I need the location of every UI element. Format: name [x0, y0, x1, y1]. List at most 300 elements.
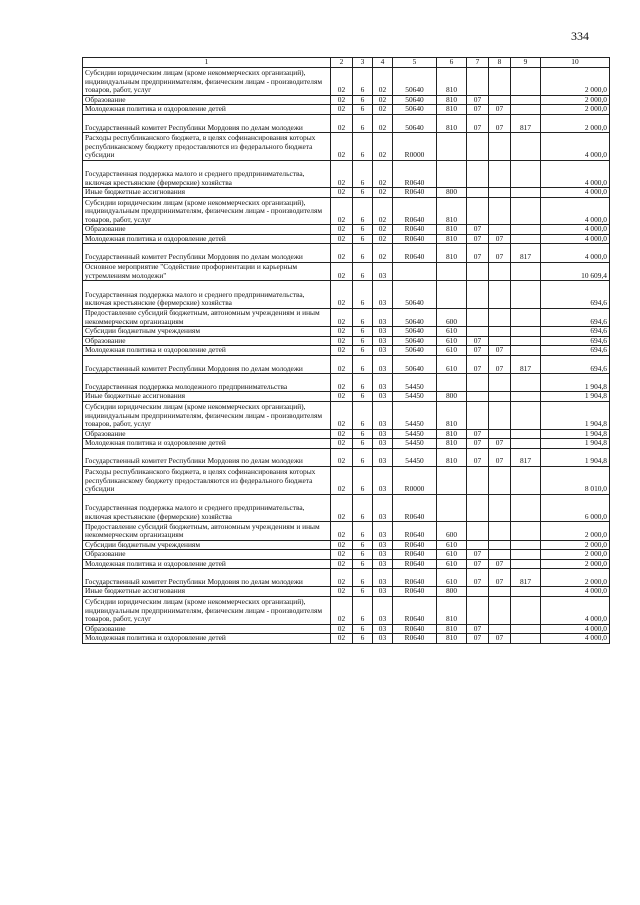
table-row	[83, 234, 610, 244]
code-cell	[393, 262, 437, 280]
code-cell: R0000	[393, 133, 437, 161]
code-cell: 03	[373, 587, 393, 597]
code-cell	[467, 68, 489, 96]
code-cell: 6	[353, 308, 373, 326]
code-cell: 6	[353, 429, 373, 439]
code-cell: 02	[331, 234, 353, 244]
amount-cell: 2 000,0	[541, 522, 610, 540]
code-cell: 02	[331, 429, 353, 439]
amount-cell: 2 000,0	[541, 569, 610, 587]
code-cell: 02	[373, 105, 393, 115]
code-cell: 02	[331, 244, 353, 262]
code-cell: 03	[373, 448, 393, 466]
table-row	[83, 624, 610, 634]
code-cell	[511, 133, 541, 161]
code-cell: 07	[467, 439, 489, 449]
code-cell	[467, 374, 489, 392]
code-cell: 817	[511, 355, 541, 373]
table-row	[83, 634, 610, 644]
code-cell: 02	[373, 197, 393, 225]
code-cell: 54450	[393, 439, 437, 449]
code-cell: 800	[437, 587, 467, 597]
amount-cell: 1 904,8	[541, 374, 610, 392]
code-cell: 02	[331, 540, 353, 550]
code-cell	[511, 68, 541, 96]
table-row	[83, 308, 610, 326]
code-cell	[511, 160, 541, 188]
code-cell: 50640	[393, 95, 437, 105]
row-name-cell: Образование	[83, 624, 331, 634]
row-name-cell: Иные бюджетные ассигнования	[83, 188, 331, 198]
code-cell: 6	[353, 105, 373, 115]
budget-table	[82, 57, 610, 644]
code-cell	[489, 597, 511, 625]
table-row	[83, 401, 610, 429]
code-cell: 810	[437, 634, 467, 644]
code-cell	[511, 587, 541, 597]
code-cell: R0640	[393, 522, 437, 540]
code-cell: R0640	[393, 540, 437, 550]
code-cell	[489, 466, 511, 494]
code-cell: 817	[511, 244, 541, 262]
code-cell: 02	[331, 336, 353, 346]
code-cell: 02	[373, 68, 393, 96]
code-cell: 810	[437, 401, 467, 429]
code-cell: 50640	[393, 355, 437, 373]
code-cell: 50640	[393, 105, 437, 115]
table-row	[83, 262, 610, 280]
code-cell: 50640	[393, 114, 437, 132]
code-cell: 02	[331, 346, 353, 356]
code-cell: R0640	[393, 569, 437, 587]
code-cell: 6	[353, 336, 373, 346]
table-row	[83, 68, 610, 96]
row-name-cell: Субсидии юридическим лицам (кроме некоммерческих организаций), индивидуальным предпринимателям, физическим лицам - производителям товаров, работ, услуг	[83, 401, 331, 429]
row-name-cell: Субсидии юридическим лицам (кроме некоммерческих организаций), индивидуальным предпринимателям, физическим лицам - производителям товаров, работ, услуг	[83, 197, 331, 225]
code-cell: 03	[373, 308, 393, 326]
code-cell: 03	[373, 401, 393, 429]
row-name-cell: Молодежная политика и оздоровление детей	[83, 634, 331, 644]
code-cell	[467, 308, 489, 326]
code-cell: 810	[437, 448, 467, 466]
row-name-cell: Образование	[83, 225, 331, 235]
table-row	[83, 95, 610, 105]
code-cell: 6	[353, 114, 373, 132]
code-cell	[511, 336, 541, 346]
code-cell: 810	[437, 95, 467, 105]
code-cell: 6	[353, 587, 373, 597]
code-cell: 03	[373, 634, 393, 644]
column-header: 4	[373, 58, 393, 68]
code-cell: 02	[331, 262, 353, 280]
code-cell: 02	[331, 133, 353, 161]
amount-cell: 1 904,8	[541, 401, 610, 429]
column-header: 3	[353, 58, 373, 68]
code-cell: 07	[489, 559, 511, 569]
row-name-cell: Предоставление субсидий бюджетным, автономным учреждениям и иным некоммерческим организациям	[83, 308, 331, 326]
code-cell: 54450	[393, 429, 437, 439]
row-name-cell: Государственный комитет Республики Мордовия по делам молодежи	[83, 244, 331, 262]
code-cell: 02	[331, 160, 353, 188]
code-cell: R0640	[393, 160, 437, 188]
amount-cell: 2 000,0	[541, 68, 610, 96]
code-cell	[489, 262, 511, 280]
page-number: 334	[571, 29, 589, 43]
row-name-cell: Государственная поддержка малого и среднего предпринимательства, включая крестьянские (фермерские) хозяйства	[83, 494, 331, 522]
column-header: 8	[489, 58, 511, 68]
code-cell: 07	[467, 559, 489, 569]
code-cell: 03	[373, 569, 393, 587]
code-cell: 610	[437, 569, 467, 587]
code-cell	[489, 494, 511, 522]
code-cell	[511, 597, 541, 625]
code-cell: 03	[373, 262, 393, 280]
code-cell: 810	[437, 429, 467, 439]
code-cell: R0640	[393, 197, 437, 225]
amount-cell: 1 904,8	[541, 429, 610, 439]
row-name-cell: Предоставление субсидий бюджетным, автономным учреждениям и иным некоммерческим организациям	[83, 522, 331, 540]
code-cell: 02	[331, 401, 353, 429]
table-row	[83, 105, 610, 115]
code-cell	[489, 327, 511, 337]
table-row	[83, 569, 610, 587]
code-cell: 02	[331, 374, 353, 392]
row-name-cell: Молодежная политика и оздоровление детей	[83, 105, 331, 115]
amount-cell: 1 904,8	[541, 392, 610, 402]
code-cell: 07	[467, 634, 489, 644]
table-row	[83, 197, 610, 225]
code-cell: 02	[331, 327, 353, 337]
code-cell: 03	[373, 559, 393, 569]
amount-cell: 694,6	[541, 346, 610, 356]
code-cell: R0640	[393, 225, 437, 235]
code-cell: 610	[437, 540, 467, 550]
amount-cell: 1 904,8	[541, 448, 610, 466]
code-cell: 02	[373, 114, 393, 132]
code-cell	[511, 494, 541, 522]
code-cell: 02	[373, 95, 393, 105]
table-row	[83, 225, 610, 235]
code-cell: 07	[467, 234, 489, 244]
code-cell	[437, 466, 467, 494]
code-cell: 02	[331, 624, 353, 634]
code-cell	[489, 281, 511, 309]
amount-cell: 2 000,0	[541, 114, 610, 132]
code-cell: 6	[353, 262, 373, 280]
code-cell	[437, 374, 467, 392]
code-cell: 03	[373, 429, 393, 439]
code-cell: 07	[489, 346, 511, 356]
code-cell: 03	[373, 392, 393, 402]
code-cell: R0640	[393, 244, 437, 262]
amount-cell: 2 000,0	[541, 550, 610, 560]
code-cell: 817	[511, 569, 541, 587]
table-row	[83, 550, 610, 560]
code-cell	[511, 188, 541, 198]
code-cell	[437, 262, 467, 280]
code-cell: 02	[331, 448, 353, 466]
code-cell: 07	[489, 439, 511, 449]
code-cell: 07	[467, 336, 489, 346]
code-cell: 6	[353, 133, 373, 161]
code-cell: 610	[437, 355, 467, 373]
code-cell: 07	[467, 114, 489, 132]
row-name-cell: Образование	[83, 95, 331, 105]
code-cell	[437, 133, 467, 161]
code-cell	[489, 429, 511, 439]
row-name-cell: Субсидии бюджетным учреждениям	[83, 327, 331, 337]
row-name-cell: Государственный комитет Республики Мордовия по делам молодежи	[83, 448, 331, 466]
code-cell	[511, 634, 541, 644]
code-cell: 02	[331, 188, 353, 198]
code-cell	[511, 327, 541, 337]
code-cell	[437, 160, 467, 188]
code-cell	[511, 466, 541, 494]
table-row	[83, 133, 610, 161]
code-cell	[511, 105, 541, 115]
code-cell	[437, 281, 467, 309]
column-header: 1	[83, 58, 331, 68]
column-header: 6	[437, 58, 467, 68]
code-cell	[437, 494, 467, 522]
code-cell: 02	[331, 114, 353, 132]
code-cell: 810	[437, 244, 467, 262]
row-name-cell: Молодежная политика и оздоровление детей	[83, 234, 331, 244]
row-name-cell: Молодежная политика и оздоровление детей	[83, 439, 331, 449]
code-cell: 600	[437, 522, 467, 540]
code-cell: 07	[489, 569, 511, 587]
code-cell	[511, 550, 541, 560]
code-cell: R0640	[393, 234, 437, 244]
code-cell: 07	[467, 346, 489, 356]
code-cell: 6	[353, 68, 373, 96]
table-row	[83, 540, 610, 550]
code-cell: 610	[437, 346, 467, 356]
table-row	[83, 429, 610, 439]
row-name-cell: Образование	[83, 336, 331, 346]
row-name-cell: Молодежная политика и оздоровление детей	[83, 346, 331, 356]
table-row	[83, 448, 610, 466]
code-cell: 02	[331, 494, 353, 522]
code-cell	[489, 550, 511, 560]
code-cell: 6	[353, 439, 373, 449]
table-row	[83, 597, 610, 625]
row-name-cell: Иные бюджетные ассигнования	[83, 587, 331, 597]
code-cell	[511, 281, 541, 309]
code-cell	[489, 95, 511, 105]
code-cell	[467, 197, 489, 225]
code-cell	[467, 188, 489, 198]
code-cell: 02	[331, 634, 353, 644]
amount-cell: 694,6	[541, 327, 610, 337]
code-cell	[511, 559, 541, 569]
table-row	[83, 160, 610, 188]
code-cell	[489, 188, 511, 198]
code-cell: 07	[467, 448, 489, 466]
code-cell: 02	[373, 188, 393, 198]
row-name-cell: Молодежная политика и оздоровление детей	[83, 559, 331, 569]
code-cell: 610	[437, 550, 467, 560]
code-cell	[467, 540, 489, 550]
code-cell: 6	[353, 225, 373, 235]
code-cell: 810	[437, 234, 467, 244]
code-cell: 03	[373, 355, 393, 373]
code-cell: 07	[467, 95, 489, 105]
code-cell: 02	[373, 234, 393, 244]
row-name-cell: Государственная поддержка малого и среднего предпринимательства, включая крестьянские (фермерские) хозяйства	[83, 281, 331, 309]
code-cell: 07	[467, 624, 489, 634]
code-cell	[467, 281, 489, 309]
code-cell: 6	[353, 634, 373, 644]
code-cell: 07	[467, 225, 489, 235]
code-cell: 02	[331, 569, 353, 587]
amount-cell: 4 000,0	[541, 197, 610, 225]
amount-cell: 694,6	[541, 281, 610, 309]
code-cell: 03	[373, 550, 393, 560]
code-cell: 02	[331, 105, 353, 115]
code-cell: 07	[489, 234, 511, 244]
code-cell	[467, 262, 489, 280]
code-cell: 6	[353, 374, 373, 392]
code-cell: 810	[437, 597, 467, 625]
code-cell	[489, 624, 511, 634]
amount-cell: 4 000,0	[541, 225, 610, 235]
code-cell: 02	[331, 550, 353, 560]
code-cell: 810	[437, 439, 467, 449]
code-cell	[511, 262, 541, 280]
code-cell: 817	[511, 448, 541, 466]
code-cell: 02	[331, 587, 353, 597]
code-cell: 50640	[393, 281, 437, 309]
code-cell: 810	[437, 105, 467, 115]
code-cell: 6	[353, 355, 373, 373]
code-cell	[489, 308, 511, 326]
row-name-cell: Государственный комитет Республики Мордовия по делам молодежи	[83, 114, 331, 132]
table-row	[83, 522, 610, 540]
code-cell: 03	[373, 346, 393, 356]
table-row	[83, 587, 610, 597]
code-cell: 50640	[393, 327, 437, 337]
code-cell	[467, 494, 489, 522]
code-cell: 610	[437, 559, 467, 569]
code-cell	[489, 160, 511, 188]
code-cell: 07	[467, 429, 489, 439]
code-cell: 07	[489, 634, 511, 644]
table-row	[83, 188, 610, 198]
table-row	[83, 466, 610, 494]
row-name-cell: Иные бюджетные ассигнования	[83, 392, 331, 402]
code-cell: 07	[489, 355, 511, 373]
code-cell: 6	[353, 244, 373, 262]
code-cell: 02	[331, 95, 353, 105]
amount-cell: 4 000,0	[541, 597, 610, 625]
code-cell	[511, 95, 541, 105]
amount-cell: 4 000,0	[541, 188, 610, 198]
code-cell: 03	[373, 336, 393, 346]
code-cell	[511, 439, 541, 449]
code-cell: 02	[331, 281, 353, 309]
code-cell	[489, 587, 511, 597]
code-cell	[489, 401, 511, 429]
table-row	[83, 346, 610, 356]
row-name-cell: Государственная поддержка малого и среднего предпринимательства, включая крестьянские (фермерские) хозяйства	[83, 160, 331, 188]
amount-cell: 4 000,0	[541, 634, 610, 644]
code-cell: 6	[353, 466, 373, 494]
code-cell: 6	[353, 569, 373, 587]
code-cell: 07	[467, 550, 489, 560]
code-cell: 03	[373, 374, 393, 392]
code-cell: R0640	[393, 624, 437, 634]
amount-cell: 2 000,0	[541, 105, 610, 115]
code-cell	[511, 308, 541, 326]
row-name-cell: Основное мероприятие "Содействие профориентации и карьерным устремлениям молодежи"	[83, 262, 331, 280]
amount-cell: 4 000,0	[541, 244, 610, 262]
code-cell	[467, 133, 489, 161]
code-cell: 6	[353, 234, 373, 244]
table-row	[83, 392, 610, 402]
code-cell: 6	[353, 522, 373, 540]
code-cell: 02	[331, 197, 353, 225]
code-cell	[489, 522, 511, 540]
code-cell: 6	[353, 160, 373, 188]
column-header: 9	[511, 58, 541, 68]
code-cell: 02	[331, 522, 353, 540]
row-name-cell: Расходы республиканского бюджета, в целях софинансирования которых республиканскому бюджету предоставляются из федерального бюджета субсидии	[83, 133, 331, 161]
code-cell	[489, 392, 511, 402]
amount-cell: 8 010,0	[541, 466, 610, 494]
column-header: 2	[331, 58, 353, 68]
row-name-cell: Расходы республиканского бюджета, в целях софинансирования которых республиканскому бюджету предоставляются из федерального бюджета субсидии	[83, 466, 331, 494]
row-name-cell: Субсидии юридическим лицам (кроме некоммерческих организаций), индивидуальным предпринимателям, физическим лицам - производителям товаров, работ, услуг	[83, 68, 331, 96]
code-cell: 6	[353, 624, 373, 634]
code-cell: 800	[437, 188, 467, 198]
amount-cell: 2 000,0	[541, 559, 610, 569]
code-cell: 54450	[393, 401, 437, 429]
code-cell	[467, 597, 489, 625]
code-cell: 03	[373, 597, 393, 625]
code-cell: 50640	[393, 308, 437, 326]
code-cell: 03	[373, 327, 393, 337]
code-cell: 50640	[393, 346, 437, 356]
code-cell: 50640	[393, 68, 437, 96]
code-cell: 03	[373, 439, 393, 449]
amount-cell: 4 000,0	[541, 234, 610, 244]
code-cell	[511, 522, 541, 540]
code-cell: 03	[373, 281, 393, 309]
code-cell: 02	[331, 439, 353, 449]
code-cell	[489, 68, 511, 96]
amount-cell: 10 609,4	[541, 262, 610, 280]
row-name-cell: Образование	[83, 429, 331, 439]
code-cell: 03	[373, 522, 393, 540]
code-cell: 03	[373, 624, 393, 634]
code-cell	[511, 540, 541, 550]
row-name-cell: Государственный комитет Республики Мордовия по делам молодежи	[83, 569, 331, 587]
column-header: 7	[467, 58, 489, 68]
code-cell: R0640	[393, 559, 437, 569]
code-cell	[511, 225, 541, 235]
table-row	[83, 336, 610, 346]
code-cell: 800	[437, 392, 467, 402]
code-cell	[511, 374, 541, 392]
code-cell: 817	[511, 114, 541, 132]
code-cell	[467, 327, 489, 337]
code-cell	[489, 133, 511, 161]
table-row	[83, 327, 610, 337]
code-cell: R0640	[393, 494, 437, 522]
code-cell: 6	[353, 559, 373, 569]
amount-cell: 1 904,8	[541, 439, 610, 449]
